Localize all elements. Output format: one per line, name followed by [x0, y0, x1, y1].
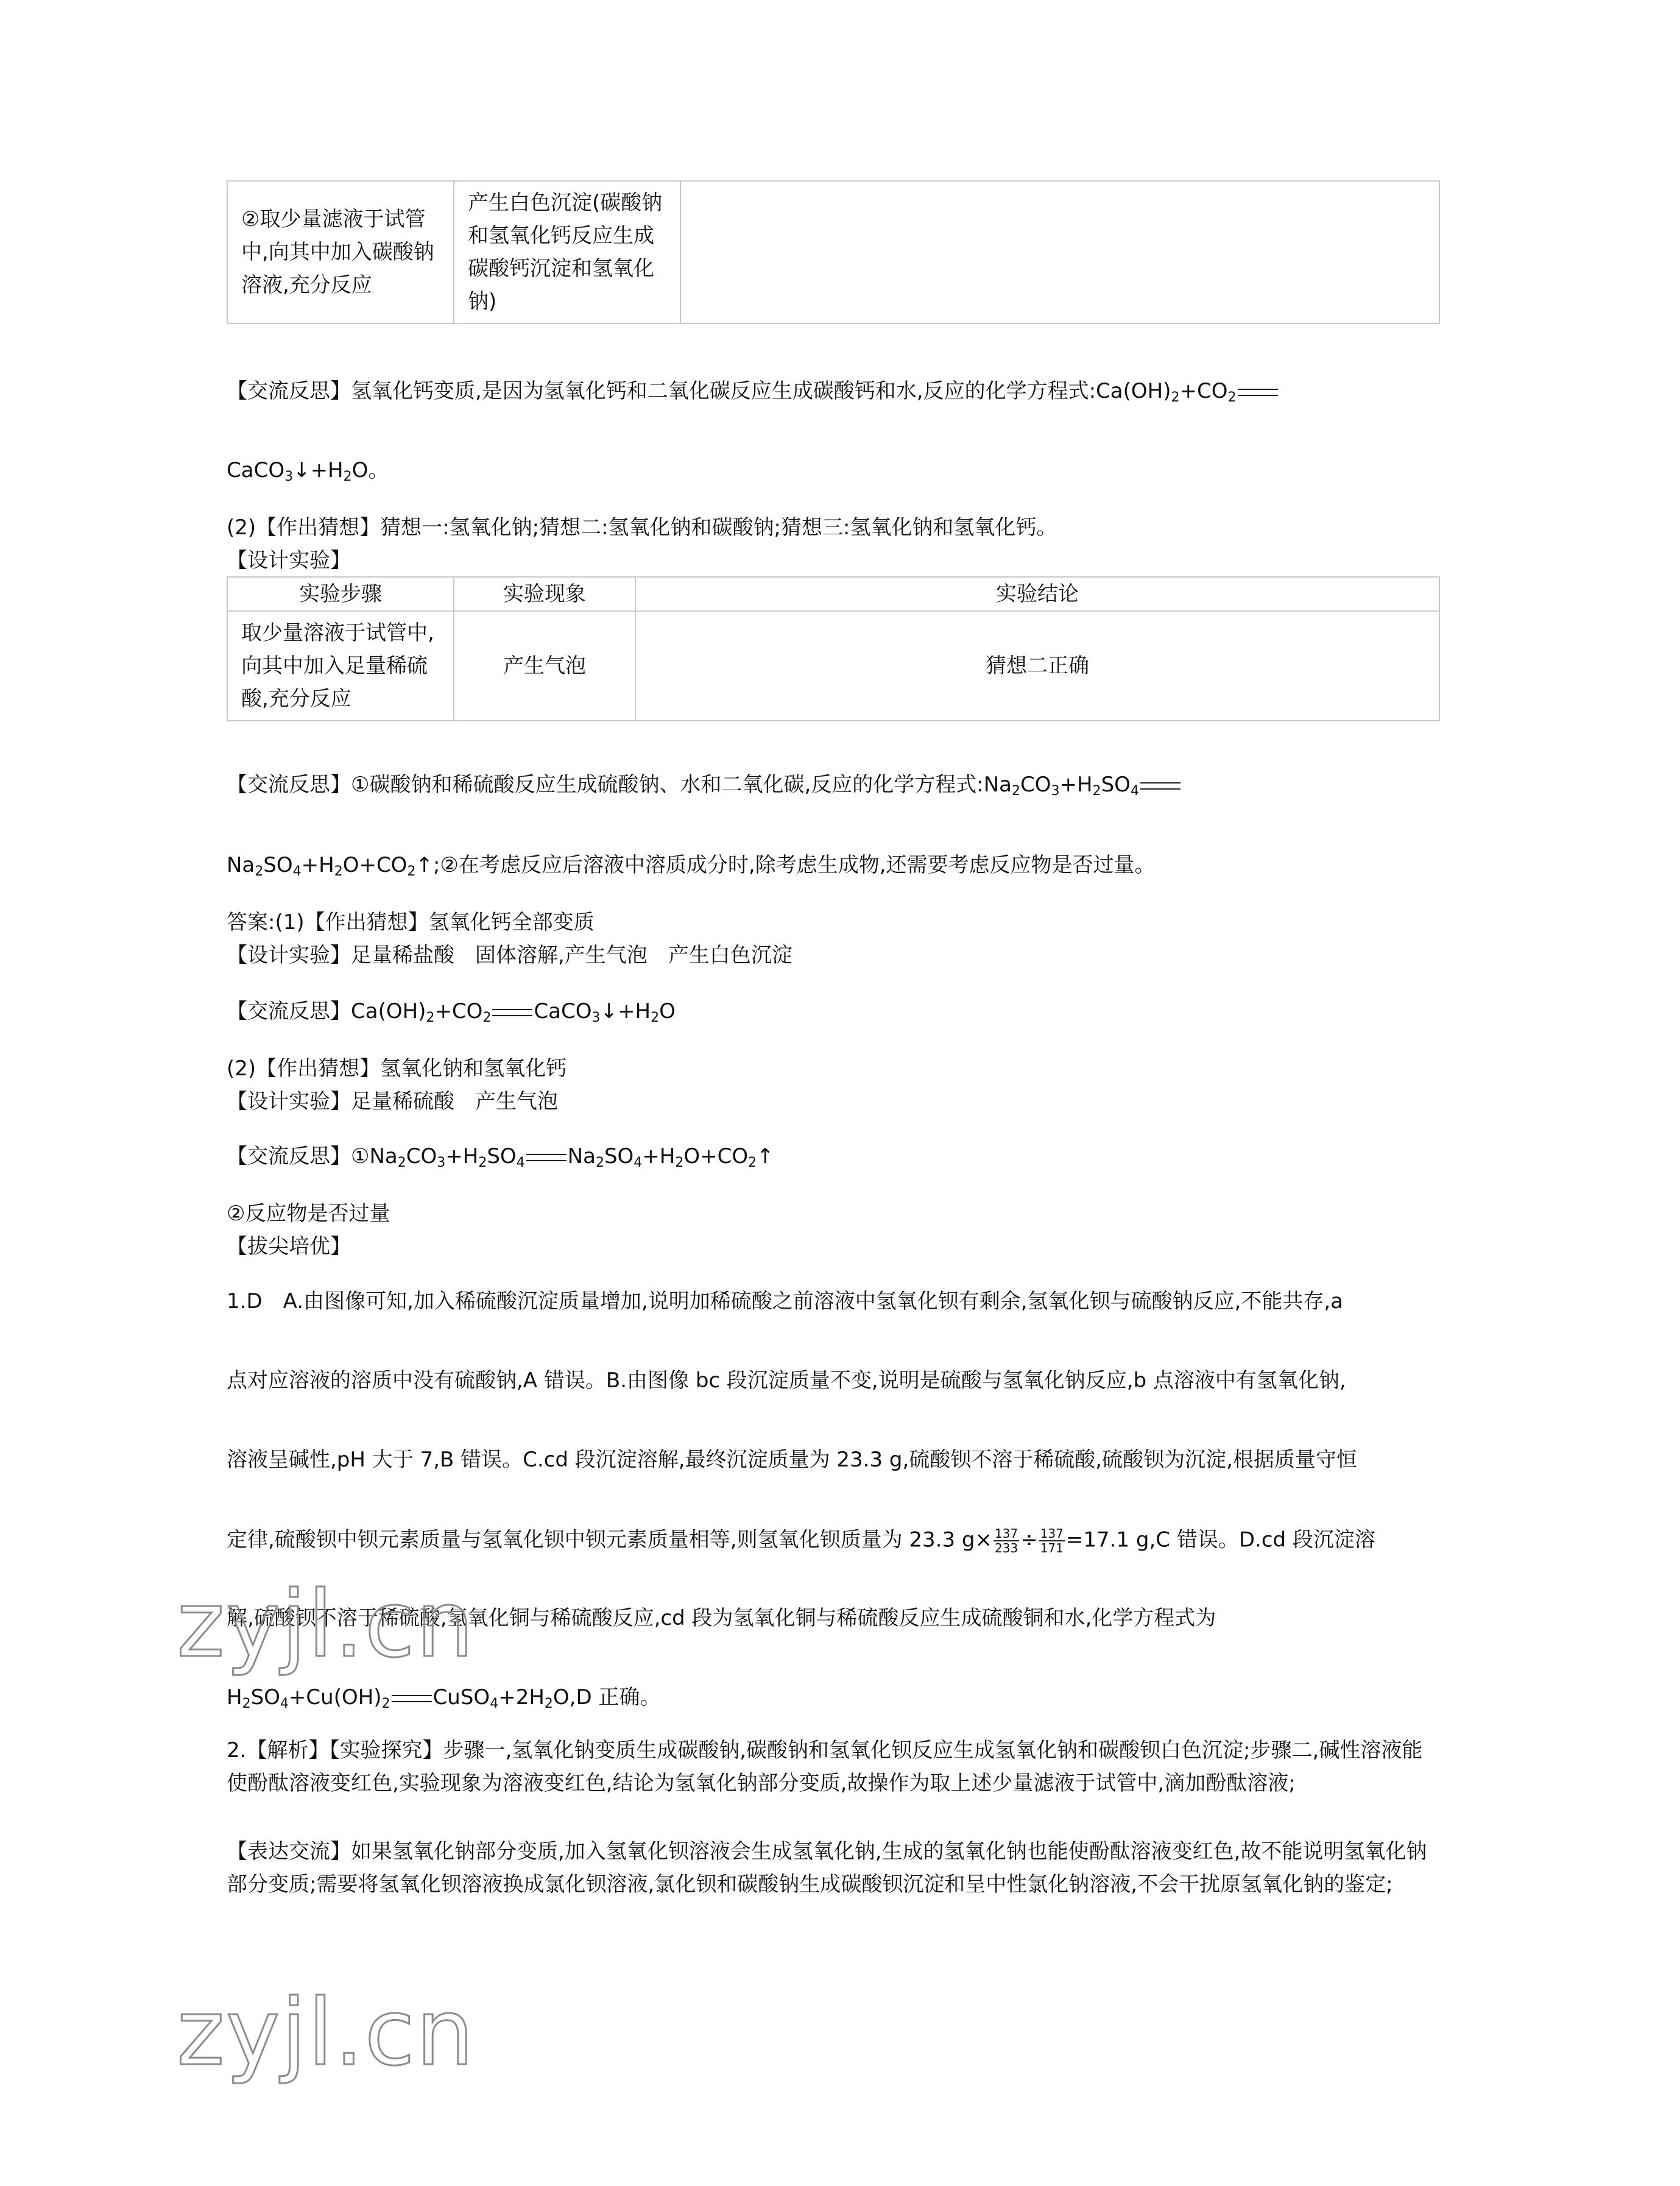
- paragraph-reflection-1-cont: $CaCO_3↓+H_2O$。: [227, 458, 389, 484]
- answer-line-1: 答案:(1)【作出猜想】氢氧化钙全部变质: [227, 910, 595, 935]
- table-header-conclusion: 实验结论: [635, 577, 1439, 611]
- table-cell-step: ②取少量滤液于试管中,向其中加入碳酸钠溶液,充分反应: [227, 181, 454, 324]
- section-heading: 【拔尖培优】: [227, 1234, 351, 1259]
- answer-line-2: 【设计实验】足量稀盐酸 固体溶解,产生气泡 产生白色沉淀: [227, 943, 792, 967]
- equation-sign: [526, 1154, 566, 1161]
- watermark: zyjl.cn: [177, 1980, 476, 2086]
- watermark: zyjl.cn: [177, 1572, 476, 1678]
- table-header-phenomenon: 实验现象: [454, 577, 635, 611]
- expression-paragraph: 【表达交流】如果氢氧化钠部分变质,加入氢氧化钡溶液会生成氢氧化钠,生成的氢氧化钠也能使酚酞溶液变红色,故不能说明氢氧化钠部分变质;需要将氢氧化钡溶液换成氯化钡溶液,氯化钡和碳酸钠生成碳酸钡沉淀和呈中性氯化钠溶液,不会干扰原氢氧化钠的鉴定;: [227, 1839, 1427, 1897]
- table-cell-phenomenon: 产生白色沉淀(碳酸钠和氢氧化钙反应生成碳酸钙沉淀和氢氧化钠): [454, 181, 680, 324]
- equation-sign: [492, 1009, 532, 1016]
- equation-sign: [392, 1695, 432, 1702]
- answer-line-5: 【设计实验】足量稀硫酸 产生气泡: [227, 1089, 558, 1114]
- answer-line-3: 【交流反思】$Ca(OH)_2+CO_2$ $CaCO_3↓+H_2O$: [227, 999, 676, 1025]
- table-header-step: 实验步骤: [227, 577, 454, 611]
- fraction: $\frac{137}{233}$: [995, 1526, 1018, 1555]
- paragraph-hypothesis: (2)【作出猜想】猜想一:氢氧化钠;猜想二:氢氧化钠和碳酸钠;猜想三:氢氧化钠和氢氧化钙。: [227, 515, 1057, 540]
- table-cell-step: 取少量溶液于试管中,向其中加入足量稀硫酸,充分反应: [227, 611, 454, 721]
- experiment-table-2: [227, 576, 1440, 721]
- table-header-row: [227, 577, 1439, 611]
- paragraph-design-heading: 【设计实验】: [227, 548, 351, 573]
- table-row: [227, 611, 1439, 721]
- paragraph-reflection-2: 【交流反思】①碳酸钠和稀硫酸反应生成硫酸钠、水和二氧化碳,反应的化学方程式$:Na_2CO_3+H_2SO_4$: [227, 773, 1182, 797]
- fraction: $\frac{137}{171}$: [1040, 1526, 1064, 1555]
- table-cell-conclusion: 猜想二正确: [635, 611, 1439, 721]
- equation-sign: [1140, 782, 1181, 790]
- question1-line-3: 溶液呈碱性,pH 大于 7,B 错误。C.cd 段沉淀溶解,最终沉淀质量为 23.3 g,硫酸钡不溶于稀硫酸,硫酸钡为沉淀,根据质量守恒: [227, 1448, 1357, 1472]
- table-cell-conclusion: [680, 181, 1439, 324]
- answer-line-4: (2)【作出猜想】氢氧化钠和氢氧化钙: [227, 1056, 567, 1081]
- paragraph-reflection-2-cont: $Na_2SO_4+H_2O+CO_2↑;②$在考虑反应后溶液中溶质成分时,除考虑生成物,还需要考虑反应物是否过量。: [227, 853, 1156, 879]
- question2-paragraph: 2.【解析】【实验探究】步骤一,氢氧化钠变质生成碳酸钠,碳酸钠和氢氧化钡反应生成氢氧化钠和碳酸钡白色沉淀;步骤二,碱性溶液能使酚酞溶液变红色,实验现象为溶液变红色,结论为氢氧化钠部分变质,故操作为取上述少量滤液于试管中,滴加酚酞溶液;: [227, 1738, 1423, 1795]
- equation-sign: [1238, 389, 1278, 396]
- table-cell-phenomenon: 产生气泡: [454, 611, 635, 721]
- question1-line-5: 解,硫酸钡不溶于稀硫酸,氢氧化铜与稀硫酸反应,cd 段为氢氧化铜与稀硫酸反应生成硫酸铜和水,化学方程式为: [227, 1606, 1216, 1630]
- paragraph-reflection-1: 【交流反思】氢氧化钙变质,是因为氢氧化钙和二氧化碳反应生成碳酸钙和水,反应的化学方程式$:Ca(OH)_2+CO_2$: [227, 379, 1279, 403]
- answer-line-7: ②反应物是否过量: [227, 1201, 390, 1226]
- question1-line-1: 1.D A.由图像可知,加入稀硫酸沉淀质量增加,说明加稀硫酸之前溶液中氢氧化钡有剩余,氢氧化钡与硫酸钠反应,不能共存,a: [227, 1289, 1343, 1314]
- table-row: [227, 181, 1439, 324]
- question1-line-2: 点对应溶液的溶质中没有硫酸钠,A 错误。B.由图像 bc 段沉淀质量不变,说明是硫酸与氢氧化钠反应,b 点溶液中有氢氧化钠,: [227, 1368, 1346, 1393]
- answer-line-6: 【交流反思】$①Na_2CO_3+H_2SO_4$ $Na_2SO_4+H_2O+CO_2↑$: [227, 1144, 774, 1170]
- question1-line-4: 定律,硫酸钡中钡元素质量与氢氧化钡中钡元素质量相等,则氢氧化钡质量为 23.3 g× $\frac{137}{233}$ ÷ $\frac{137}{171}$ =17.1 g,C 错误。D.cd 段沉淀溶: [227, 1526, 1375, 1555]
- question1-line-6: $H_2SO_4+Cu(OH)_2$ $CuSO_4+2H_2O,D$ 正确。: [227, 1685, 661, 1711]
- experiment-table-1: [227, 180, 1440, 324]
